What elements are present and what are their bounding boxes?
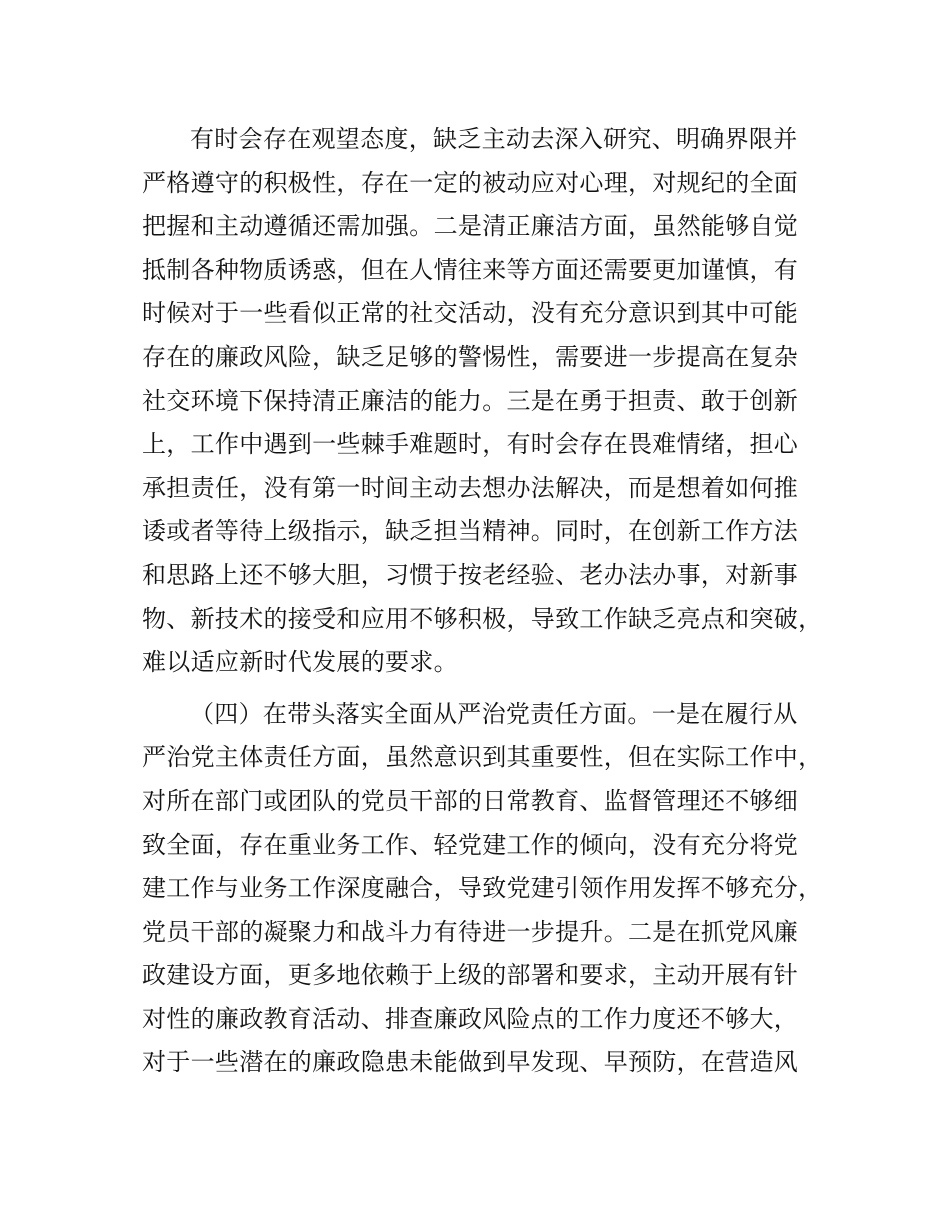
text-line: （四）在带头落实全面从严治党责任方面。一是在履行从 [190, 699, 798, 728]
text-line: 物、新技术的接受和应用不够积极，导致工作缺乏亮点和突破， [142, 604, 823, 633]
text-line: 诿或者等待上级指示，缺乏担当精神。同时，在创新工作方法 [142, 517, 799, 546]
text-line: 承担责任，没有第一时间主动去想办法解决，而是想着如何推 [142, 473, 799, 502]
paragraph-spacer [142, 685, 834, 693]
text-line: 抵制各种物质诱惑，但在人情往来等方面还需要更加谨慎，有 [142, 255, 799, 284]
text-line: 和思路上还不够大胆，习惯于按老经验、老办法办事，对新事 [142, 560, 799, 589]
text-line: 对所在部门或团队的党员干部的日常教育、监督管理还不够细 [142, 786, 799, 815]
text-line: 严治党主体责任方面，虽然意识到其重要性，但在实际工作中， [142, 743, 823, 772]
text-line: 社交环境下保持清正廉洁的能力。三是在勇于担责、敢于创新 [142, 386, 799, 415]
text-line: 党员干部的凝聚力和战斗力有待进一步提升。二是在抓党风廉 [142, 917, 799, 946]
text-line: 政建设方面，更多地依赖于上级的部署和要求，主动开展有针 [142, 961, 799, 990]
text-line: 把握和主动遵循还需加强。二是清正廉洁方面，虽然能够自觉 [142, 212, 799, 241]
paragraph-2 [142, 693, 834, 1085]
paragraph-1 [142, 118, 834, 685]
text-line: 对于一些潜在的廉政隐患未能做到早发现、早预防，在营造风 [142, 1048, 799, 1077]
text-line: 难以适应新时代发展的要求。 [142, 648, 458, 677]
text-line: 严格遵守的积极性，存在一定的被动应对心理，对规纪的全面 [142, 168, 799, 197]
document-body [142, 118, 834, 1085]
text-line: 致全面，存在重业务工作、轻党建工作的倾向，没有充分将党 [142, 830, 799, 859]
text-line: 对性的廉政教育活动、排查廉政风险点的工作力度还不够大， [142, 1004, 799, 1033]
text-line: 建工作与业务工作深度融合，导致党建引领作用发挥不够充分， [142, 874, 823, 903]
text-line: 时候对于一些看似正常的社交活动，没有充分意识到其中可能 [142, 299, 799, 328]
text-line: 上，工作中遇到一些棘手难题时，有时会存在畏难情绪，担心 [142, 430, 799, 459]
text-line: 有时会存在观望态度，缺乏主动去深入研究、明确界限并 [190, 125, 798, 153]
text-line: 存在的廉政风险，缺乏足够的警惕性，需要进一步提高在复杂 [142, 342, 799, 371]
